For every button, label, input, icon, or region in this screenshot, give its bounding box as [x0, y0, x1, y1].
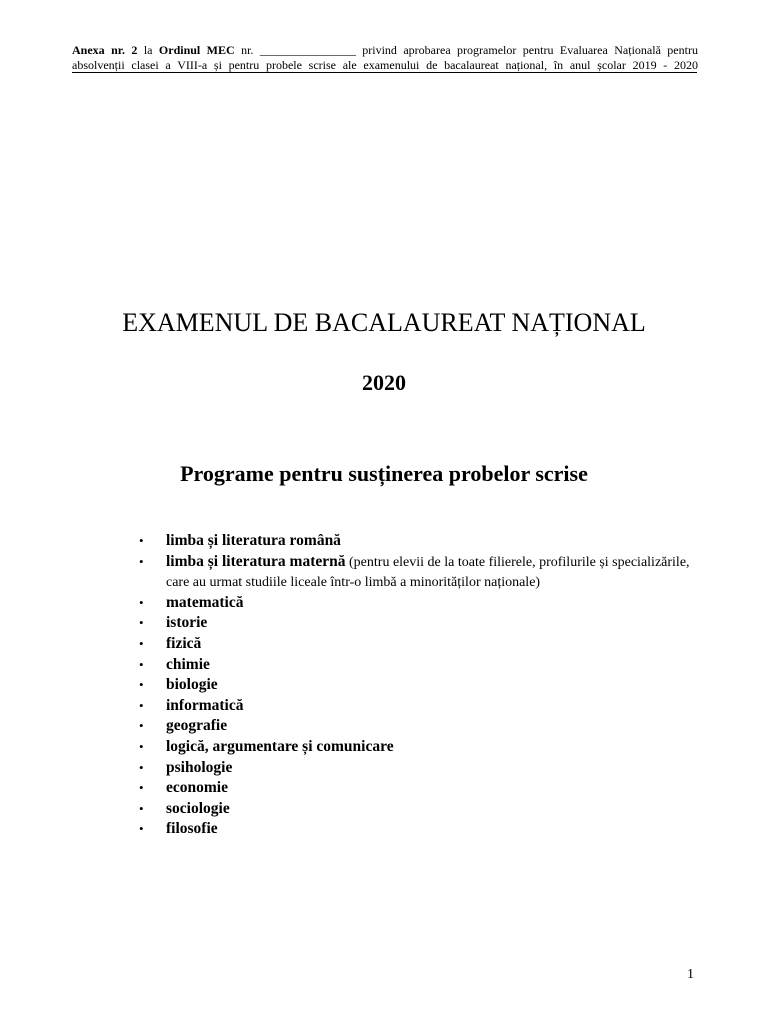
- list-item: [139, 799, 699, 820]
- subject-name: geografie: [166, 717, 228, 735]
- document-subtitle: Programe pentru susținerea probelor scrise: [180, 461, 588, 486]
- document-year: 2020: [362, 370, 406, 395]
- order-label: Ordinul MEC: [158, 43, 235, 57]
- bullet-icon: •: [139, 656, 144, 672]
- subject-name: limba și literatura maternă: [166, 552, 346, 570]
- bullet-icon: •: [139, 553, 144, 569]
- bullet-icon: •: [139, 821, 144, 837]
- subject-name: informatică: [166, 696, 244, 714]
- bullet-icon: •: [139, 718, 144, 734]
- subject-name: psihologie: [166, 758, 233, 776]
- list-item: [139, 819, 699, 840]
- annex-number: Anexa nr. 2: [72, 43, 138, 57]
- bullet-icon: •: [139, 697, 144, 713]
- subject-name: sociologie: [166, 799, 230, 817]
- bullet-icon: •: [139, 677, 144, 693]
- document-header: [72, 43, 698, 73]
- subject-name: filosofie: [166, 820, 218, 838]
- subject-note: (pentru elevii de la toate filierele, profilurile și specializările, care au urmat studiile liceale într-o limbă a minorităților naționale): [166, 554, 690, 591]
- bullet-icon: •: [139, 800, 144, 816]
- subject-name: chimie: [166, 655, 210, 673]
- page-number: 1: [687, 967, 694, 982]
- list-item: [139, 737, 699, 758]
- bullet-icon: •: [139, 635, 144, 651]
- subject-name: fizică: [166, 634, 202, 652]
- document-title: EXAMENUL DE BACALAUREAT NAȚIONAL: [122, 308, 646, 337]
- list-item: [139, 655, 699, 676]
- header-line-1: [72, 43, 698, 58]
- subject-name: economie: [166, 779, 228, 797]
- list-item: [139, 613, 699, 634]
- list-item: [139, 593, 699, 614]
- subject-name: biologie: [166, 676, 218, 694]
- bullet-icon: •: [139, 759, 144, 775]
- list-item: [139, 758, 699, 779]
- header-text-la: la: [137, 43, 159, 57]
- subject-name: matematică: [166, 593, 244, 611]
- subject-name: limba și literatura română: [166, 532, 341, 549]
- list-item: [139, 716, 699, 737]
- subject-name: istorie: [166, 614, 208, 632]
- list-item: [139, 531, 699, 552]
- bullet-icon: •: [139, 738, 144, 754]
- list-item: [139, 778, 699, 799]
- list-item: [139, 696, 699, 717]
- header-text-rest: nr. ________________ privind aprobarea programelor pentru Evaluarea Națională pentru: [234, 43, 698, 57]
- bullet-icon: •: [139, 615, 144, 631]
- list-item: [139, 634, 699, 655]
- header-divider: [72, 72, 697, 73]
- subject-list: [139, 531, 699, 840]
- bullet-icon: •: [139, 780, 144, 796]
- subject-name: logică, argumentare și comunicare: [166, 737, 394, 755]
- bullet-icon: •: [139, 533, 144, 548]
- list-item: [139, 552, 699, 593]
- header-line-2: absolvenții clasei a VIII-a și pentru probele scrise ale examenului de bacalaureat național, în anul școlar 2019 - 2020: [72, 58, 698, 72]
- bullet-icon: •: [139, 594, 144, 610]
- list-item: [139, 675, 699, 696]
